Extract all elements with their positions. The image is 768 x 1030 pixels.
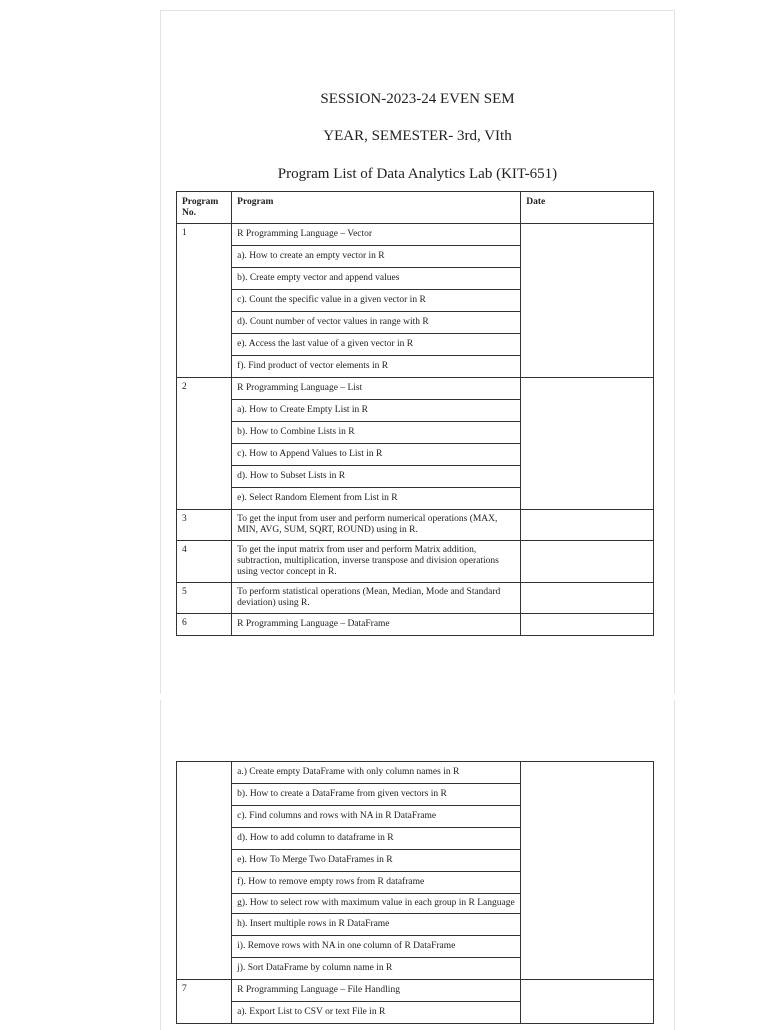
- program-cell: a). How to Create Empty List in R: [232, 400, 521, 422]
- table-row: [177, 378, 654, 400]
- session-heading: SESSION-2023-24 EVEN SEM: [320, 91, 515, 107]
- program-table-continued: [176, 761, 654, 1024]
- program-table: [176, 191, 654, 636]
- header-program-no: Program No.: [177, 192, 232, 224]
- program-cell: R Programming Language – List: [232, 378, 521, 400]
- program-cell: d). Count number of vector values in range with R: [232, 312, 521, 334]
- header-program: Program: [232, 192, 521, 224]
- program-cell: f). How to remove empty rows from R dataframe: [232, 872, 521, 894]
- program-cell: e). Select Random Element from List in R: [232, 488, 521, 510]
- date-cell: [521, 614, 654, 636]
- program-cell: g). How to select row with maximum value in each group in R Language: [232, 894, 521, 914]
- table-header-row: [177, 192, 654, 224]
- table-row: [177, 224, 654, 246]
- table-row: [177, 762, 654, 784]
- program-cell: j). Sort DataFrame by column name in R: [232, 958, 521, 980]
- program-cell: e). Access the last value of a given vector in R: [232, 334, 521, 356]
- date-cell: [521, 583, 654, 614]
- table-row: [177, 980, 654, 1002]
- program-cell: h). Insert multiple rows in R DataFrame: [232, 914, 521, 936]
- program-cell: c). How to Append Values to List in R: [232, 444, 521, 466]
- program-cell: e). How To Merge Two DataFrames in R: [232, 850, 521, 872]
- date-cell: [521, 224, 654, 378]
- program-cell: c). Find columns and rows with NA in R DataFrame: [232, 806, 521, 828]
- program-number: 6: [177, 614, 232, 636]
- document-page-2: [160, 700, 675, 1030]
- program-number: 7: [177, 980, 232, 1024]
- program-cell: b). How to create a DataFrame from given vectors in R: [232, 784, 521, 806]
- program-number: 2: [177, 378, 232, 510]
- program-cell: To get the input matrix from user and perform Matrix addition, subtraction, multiplication, inverse transpose and division operations using vector concept in R.: [232, 541, 521, 583]
- date-cell: [521, 762, 654, 980]
- program-cell: a.) Create empty DataFrame with only column names in R: [232, 762, 521, 784]
- date-cell: [521, 980, 654, 1024]
- date-cell: [521, 541, 654, 583]
- program-cell: R Programming Language – DataFrame: [232, 614, 521, 636]
- program-cell: b). Create empty vector and append values: [232, 268, 521, 290]
- program-cell: i). Remove rows with NA in one column of R DataFrame: [232, 936, 521, 958]
- document-page-1: [160, 10, 675, 695]
- program-cell: d). How to add column to dataframe in R: [232, 828, 521, 850]
- table-row: [177, 510, 654, 541]
- program-cell: To perform statistical operations (Mean, Median, Mode and Standard deviation) using R.: [232, 583, 521, 614]
- program-number: 3: [177, 510, 232, 541]
- program-cell: R Programming Language – Vector: [232, 224, 521, 246]
- year-semester-heading: YEAR, SEMESTER- 3rd, VIth: [323, 128, 512, 144]
- date-cell: [521, 378, 654, 510]
- program-number: 5: [177, 583, 232, 614]
- program-cell: d). How to Subset Lists in R: [232, 466, 521, 488]
- program-cell: a). Export List to CSV or text File in R: [232, 1002, 521, 1024]
- program-cell: b). How to Combine Lists in R: [232, 422, 521, 444]
- table-row: [177, 583, 654, 614]
- program-cell: c). Count the specific value in a given vector in R: [232, 290, 521, 312]
- date-cell: [521, 510, 654, 541]
- program-cell: f). Find product of vector elements in R: [232, 356, 521, 378]
- program-cell: a). How to create an empty vector in R: [232, 246, 521, 268]
- program-number: 1: [177, 224, 232, 378]
- table-row: [177, 541, 654, 583]
- program-number-continued: [177, 762, 232, 980]
- table-row: [177, 614, 654, 636]
- header-date: Date: [521, 192, 654, 224]
- program-number: 4: [177, 541, 232, 583]
- program-cell: To get the input from user and perform numerical operations (MAX, MIN, AVG, SUM, SQRT, ROUND) using in R.: [232, 510, 521, 541]
- program-cell: R Programming Language – File Handling: [232, 980, 521, 1002]
- program-list-title: Program List of Data Analytics Lab (KIT-651): [277, 166, 558, 182]
